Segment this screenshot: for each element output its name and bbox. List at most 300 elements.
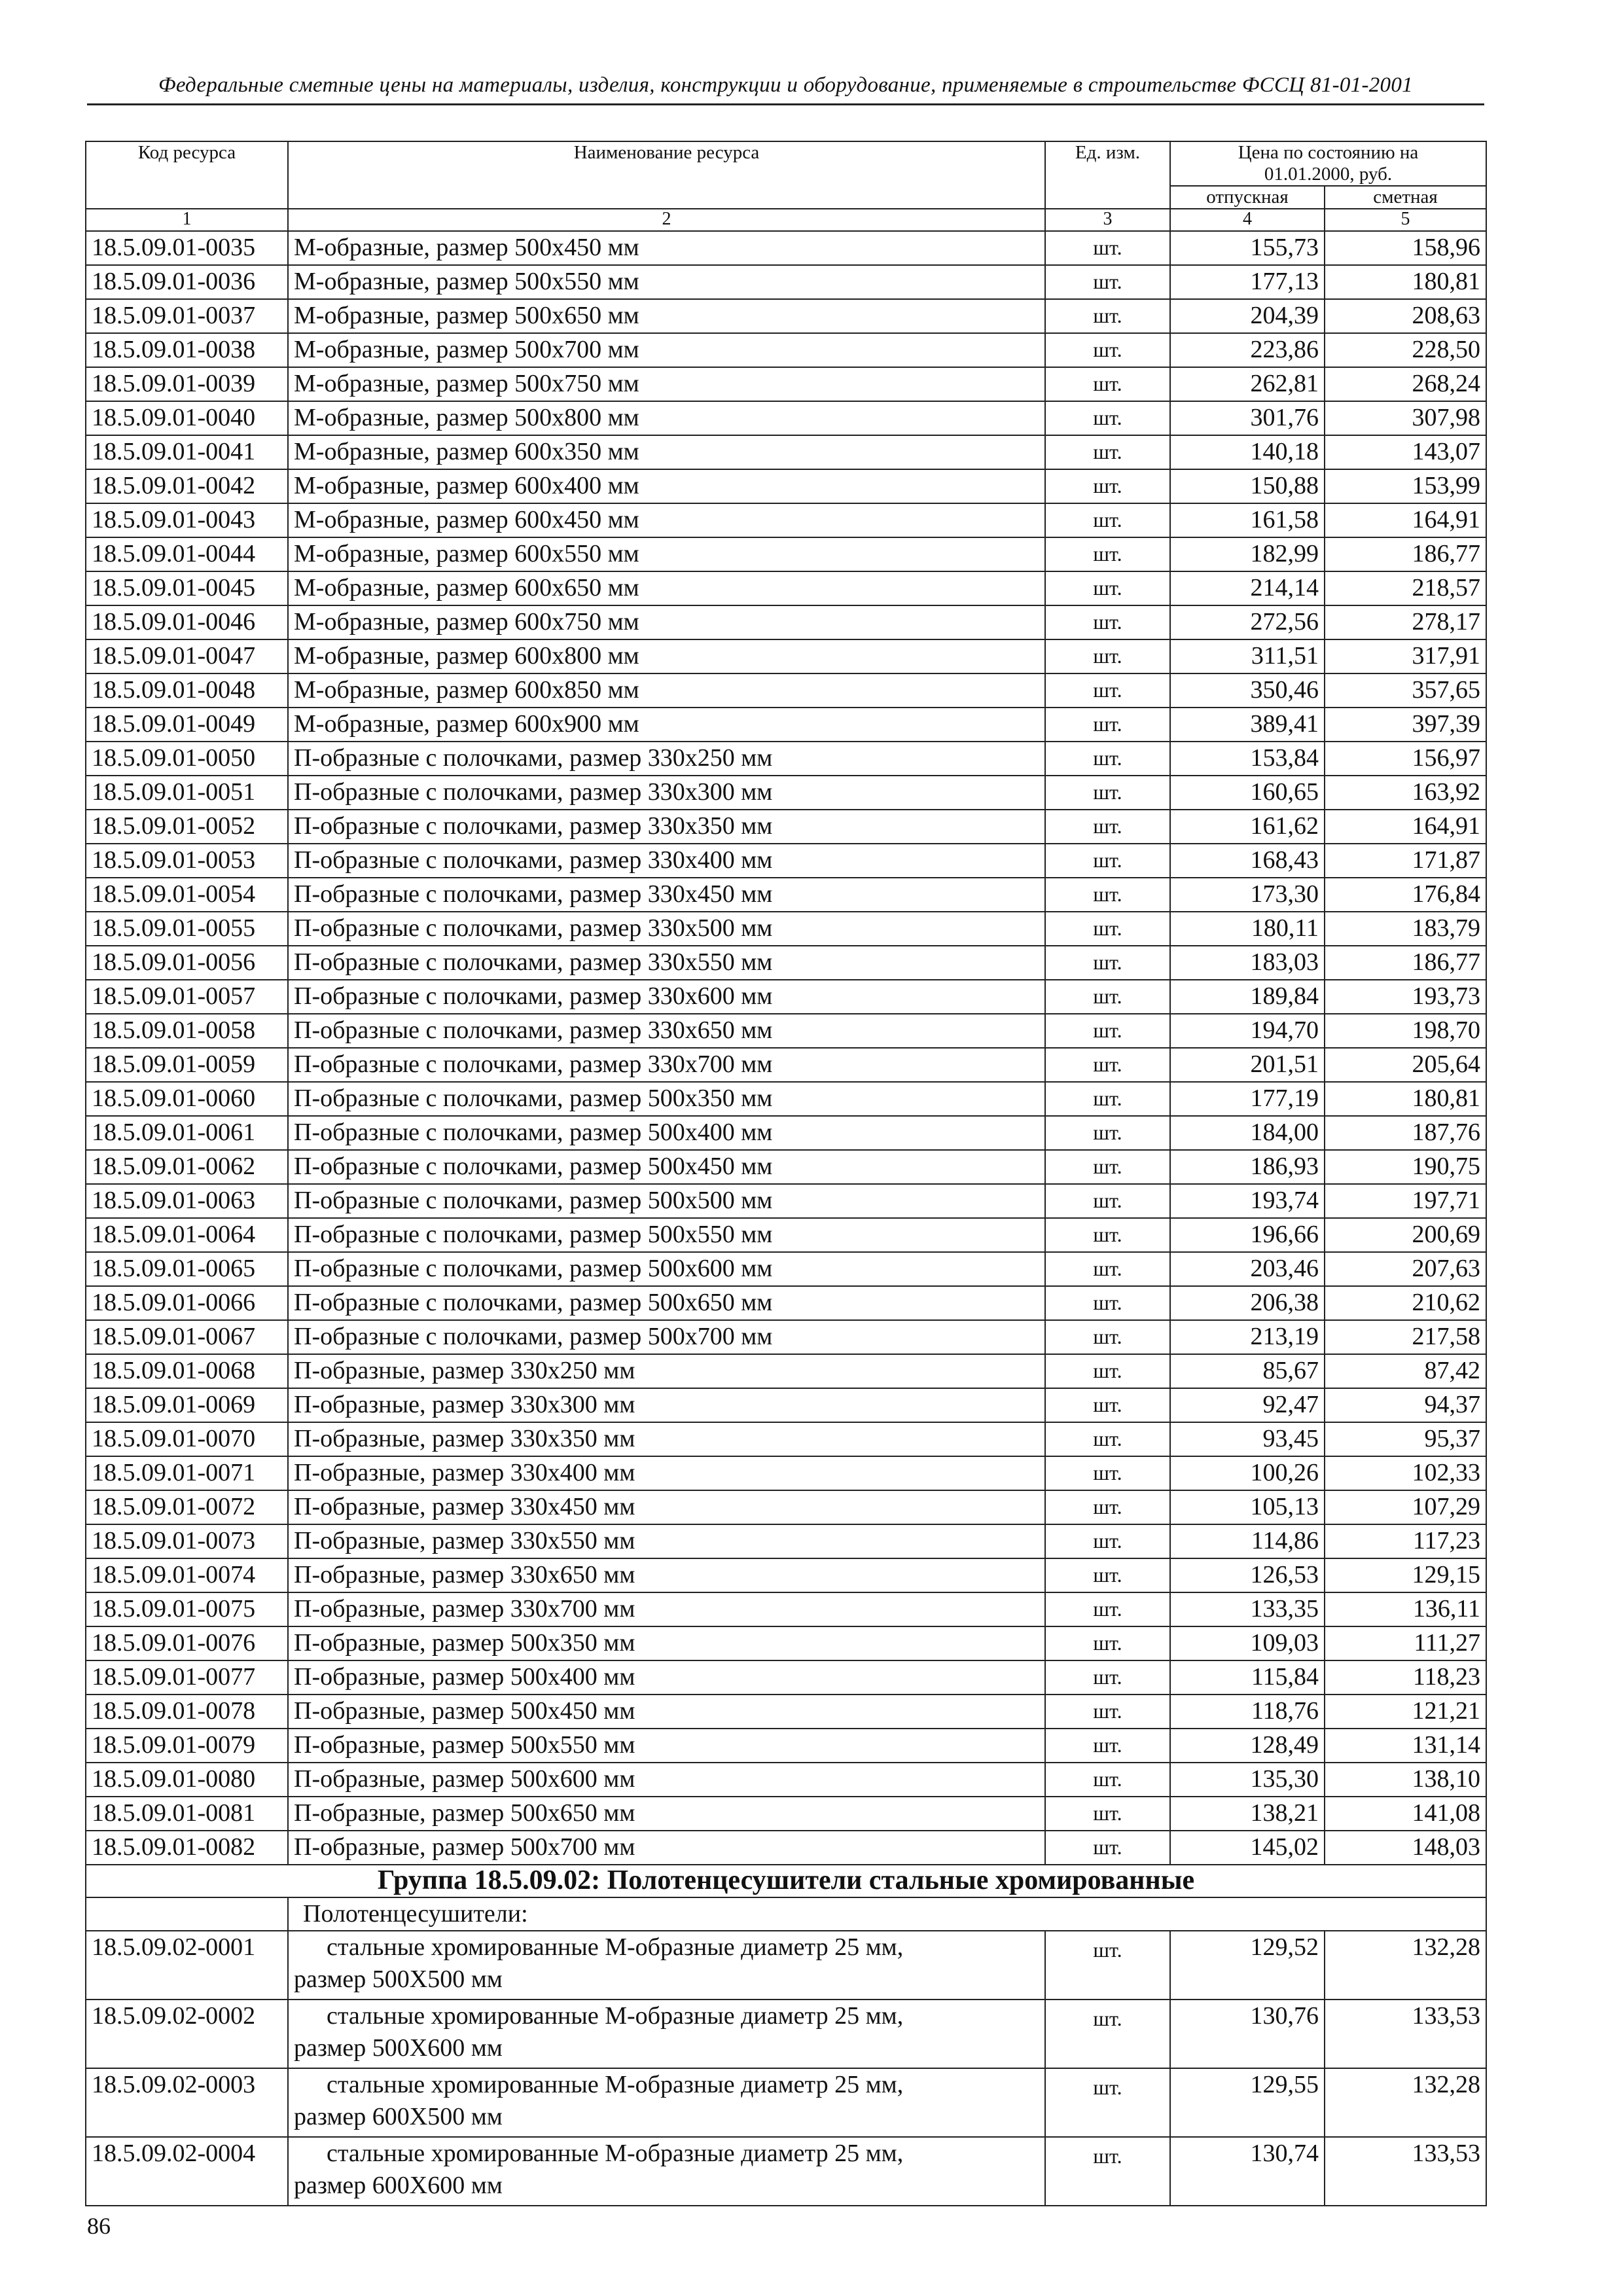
unit: шт. [1045, 946, 1170, 980]
table-row [86, 1490, 1486, 1524]
estimate-price: 397,39 [1325, 708, 1486, 742]
estimate-price: 136,11 [1325, 1592, 1486, 1626]
table-row [86, 503, 1486, 537]
unit: шт. [1045, 2068, 1170, 2137]
resource-code: 18.5.09.01-0080 [86, 1763, 288, 1797]
resource-code: 18.5.09.01-0056 [86, 946, 288, 980]
resource-name: М-образные, размер 600х550 мм [288, 537, 1045, 571]
table-row [86, 231, 1486, 265]
release-price: 100,26 [1170, 1456, 1325, 1490]
release-price: 135,30 [1170, 1763, 1325, 1797]
resource-code: 18.5.09.01-0062 [86, 1150, 288, 1184]
table-row [86, 1558, 1486, 1592]
resource-code: 18.5.09.02-0003 [86, 2068, 288, 2137]
resource-code: 18.5.09.01-0076 [86, 1626, 288, 1660]
resource-name-line2: размер 600Х500 мм [294, 2103, 503, 2130]
release-price: 182,99 [1170, 537, 1325, 571]
table-row [86, 469, 1486, 503]
unit: шт. [1045, 469, 1170, 503]
resource-code: 18.5.09.02-0004 [86, 2137, 288, 2206]
unit: шт. [1045, 299, 1170, 333]
release-price: 130,74 [1170, 2137, 1325, 2206]
release-price: 214,14 [1170, 571, 1325, 605]
col-header-name: Наименование ресурса [288, 141, 1045, 209]
estimate-price: 95,37 [1325, 1422, 1486, 1456]
resource-code: 18.5.09.01-0049 [86, 708, 288, 742]
estimate-price: 132,28 [1325, 1931, 1486, 2000]
resource-name [288, 2068, 1045, 2137]
resource-code: 18.5.09.02-0002 [86, 2000, 288, 2068]
table-row [86, 1797, 1486, 1831]
resource-name: П-образные с полочками, размер 500х700 мм [288, 1320, 1045, 1354]
estimate-price: 102,33 [1325, 1456, 1486, 1490]
unit: шт. [1045, 1558, 1170, 1592]
resource-code: 18.5.09.01-0058 [86, 1014, 288, 1048]
release-price: 109,03 [1170, 1626, 1325, 1660]
resource-code: 18.5.09.01-0036 [86, 265, 288, 299]
estimate-price: 163,92 [1325, 776, 1486, 810]
estimate-price: 190,75 [1325, 1150, 1486, 1184]
estimate-price: 132,28 [1325, 2068, 1486, 2137]
unit: шт. [1045, 1320, 1170, 1354]
resource-name: М-образные, размер 500х750 мм [288, 367, 1045, 401]
resource-name: М-образные, размер 500х550 мм [288, 265, 1045, 299]
estimate-price: 107,29 [1325, 1490, 1486, 1524]
resource-name: П-образные, размер 500х650 мм [288, 1797, 1045, 1831]
estimate-price: 357,65 [1325, 673, 1486, 708]
estimate-price: 317,91 [1325, 639, 1486, 673]
unit: шт. [1045, 1422, 1170, 1456]
release-price: 189,84 [1170, 980, 1325, 1014]
resource-name: М-образные, размер 600х450 мм [288, 503, 1045, 537]
estimate-price: 217,58 [1325, 1320, 1486, 1354]
resource-name: П-образные, размер 500х350 мм [288, 1626, 1045, 1660]
release-price: 118,76 [1170, 1695, 1325, 1729]
estimate-price: 131,14 [1325, 1729, 1486, 1763]
resource-code: 18.5.09.01-0078 [86, 1695, 288, 1729]
estimate-price: 205,64 [1325, 1048, 1486, 1082]
resource-code: 18.5.09.01-0037 [86, 299, 288, 333]
release-price: 203,46 [1170, 1252, 1325, 1286]
release-price: 161,62 [1170, 810, 1325, 844]
table-row [86, 1388, 1486, 1422]
resource-name: П-образные с полочками, размер 500х650 мм [288, 1286, 1045, 1320]
resource-code: 18.5.09.01-0060 [86, 1082, 288, 1116]
estimate-price: 148,03 [1325, 1831, 1486, 1865]
table-row [86, 265, 1486, 299]
resource-code: 18.5.09.01-0065 [86, 1252, 288, 1286]
unit: шт. [1045, 605, 1170, 639]
table-row [86, 742, 1486, 776]
estimate-price: 207,63 [1325, 1252, 1486, 1286]
table-row [86, 1150, 1486, 1184]
column-number: 4 [1170, 209, 1325, 231]
resource-code: 18.5.09.01-0071 [86, 1456, 288, 1490]
release-price: 177,13 [1170, 265, 1325, 299]
table-row [86, 980, 1486, 1014]
resource-name: П-образные, размер 500х600 мм [288, 1763, 1045, 1797]
resource-name: П-образные с полочками, размер 500х400 мм [288, 1116, 1045, 1150]
unit: шт. [1045, 537, 1170, 571]
running-header: Федеральные сметные цены на материалы, изделия, конструкции и оборудование, применяемые в строительстве ФССЦ 81-01-2001 [158, 73, 1413, 97]
unit: шт. [1045, 1082, 1170, 1116]
resource-name: П-образные, размер 330х700 мм [288, 1592, 1045, 1626]
estimate-price: 186,77 [1325, 946, 1486, 980]
release-price: 105,13 [1170, 1490, 1325, 1524]
resource-code: 18.5.09.01-0059 [86, 1048, 288, 1082]
resource-name: М-образные, размер 500х650 мм [288, 299, 1045, 333]
resource-code: 18.5.09.01-0044 [86, 537, 288, 571]
release-price: 138,21 [1170, 1797, 1325, 1831]
resource-name: М-образные, размер 600х900 мм [288, 708, 1045, 742]
unit: шт. [1045, 1763, 1170, 1797]
estimate-price: 200,69 [1325, 1218, 1486, 1252]
resource-code: 18.5.09.01-0048 [86, 673, 288, 708]
col-header-unit: Ед. изм. [1045, 141, 1170, 209]
release-price: 193,74 [1170, 1184, 1325, 1218]
release-price: 196,66 [1170, 1218, 1325, 1252]
column-number: 3 [1045, 209, 1170, 231]
release-price: 201,51 [1170, 1048, 1325, 1082]
estimate-price: 187,76 [1325, 1116, 1486, 1150]
resource-name-line1: стальные хромированные М-образные диаметр 25 мм, [327, 1933, 904, 1961]
unit: шт. [1045, 1252, 1170, 1286]
unit: шт. [1045, 401, 1170, 435]
resource-code: 18.5.09.01-0052 [86, 810, 288, 844]
resource-code: 18.5.09.01-0047 [86, 639, 288, 673]
resource-code: 18.5.09.01-0038 [86, 333, 288, 367]
release-price: 272,56 [1170, 605, 1325, 639]
estimate-price: 268,24 [1325, 367, 1486, 401]
table-row [86, 844, 1486, 878]
unit: шт. [1045, 231, 1170, 265]
resource-code: 18.5.09.01-0054 [86, 878, 288, 912]
col-header-price-line2: 01.01.2000, руб. [1264, 164, 1393, 185]
resource-name: П-образные, размер 500х550 мм [288, 1729, 1045, 1763]
col-header-estimate: сметная [1325, 186, 1486, 209]
estimate-price: 171,87 [1325, 844, 1486, 878]
subheader: Полотенцесушители: [288, 1897, 1486, 1931]
estimate-price: 228,50 [1325, 333, 1486, 367]
resource-name-line1: стальные хромированные М-образные диаметр 25 мм, [327, 2071, 904, 2098]
subheader-row [86, 1897, 1486, 1931]
estimate-price: 307,98 [1325, 401, 1486, 435]
resource-name-line2: размер 500Х600 мм [294, 2034, 503, 2062]
unit: шт. [1045, 1184, 1170, 1218]
empty-cell [86, 1897, 288, 1931]
release-price: 161,58 [1170, 503, 1325, 537]
release-price: 160,65 [1170, 776, 1325, 810]
resource-name: П-образные, размер 500х700 мм [288, 1831, 1045, 1865]
page-number: 86 [87, 2213, 111, 2239]
table-row [86, 810, 1486, 844]
unit: шт. [1045, 639, 1170, 673]
table-row [86, 401, 1486, 435]
unit: шт. [1045, 1150, 1170, 1184]
column-number: 2 [288, 209, 1045, 231]
estimate-price: 87,42 [1325, 1354, 1486, 1388]
release-price: 129,55 [1170, 2068, 1325, 2137]
release-price: 204,39 [1170, 299, 1325, 333]
estimate-price: 176,84 [1325, 878, 1486, 912]
unit: шт. [1045, 2137, 1170, 2206]
table-row [86, 1626, 1486, 1660]
resource-code: 18.5.09.01-0074 [86, 1558, 288, 1592]
resource-name: П-образные, размер 330х550 мм [288, 1524, 1045, 1558]
release-price: 389,41 [1170, 708, 1325, 742]
release-price: 350,46 [1170, 673, 1325, 708]
table-row [86, 367, 1486, 401]
table-row [86, 1048, 1486, 1082]
unit: шт. [1045, 1524, 1170, 1558]
table-row [86, 1286, 1486, 1320]
resource-name: П-образные с полочками, размер 330х600 мм [288, 980, 1045, 1014]
resource-code: 18.5.09.01-0079 [86, 1729, 288, 1763]
release-price: 180,11 [1170, 912, 1325, 946]
resource-name-line2: размер 600Х600 мм [294, 2172, 503, 2199]
resource-name: П-образные с полочками, размер 500х350 мм [288, 1082, 1045, 1116]
resource-code: 18.5.09.01-0064 [86, 1218, 288, 1252]
table-row [86, 605, 1486, 639]
release-price: 145,02 [1170, 1831, 1325, 1865]
resource-name [288, 2137, 1045, 2206]
unit: шт. [1045, 912, 1170, 946]
table-row [86, 878, 1486, 912]
resource-name: П-образные, размер 330х450 мм [288, 1490, 1045, 1524]
table-row [86, 1660, 1486, 1695]
release-price: 213,19 [1170, 1320, 1325, 1354]
column-number: 1 [86, 209, 288, 231]
unit: шт. [1045, 673, 1170, 708]
resource-name: П-образные с полочками, размер 330х300 мм [288, 776, 1045, 810]
resource-name: П-образные с полочками, размер 330х700 мм [288, 1048, 1045, 1082]
unit: шт. [1045, 1729, 1170, 1763]
resource-name: П-образные, размер 330х350 мм [288, 1422, 1045, 1456]
estimate-price: 117,23 [1325, 1524, 1486, 1558]
resource-code: 18.5.09.02-0001 [86, 1931, 288, 2000]
table-row [86, 1422, 1486, 1456]
table-row [86, 708, 1486, 742]
release-price: 223,86 [1170, 333, 1325, 367]
table-row [86, 912, 1486, 946]
release-price: 206,38 [1170, 1286, 1325, 1320]
resource-name: М-образные, размер 500х700 мм [288, 333, 1045, 367]
resource-code: 18.5.09.01-0081 [86, 1797, 288, 1831]
resource-name: П-образные, размер 330х250 мм [288, 1354, 1045, 1388]
price-table-body [86, 141, 1486, 2206]
resource-name: М-образные, размер 600х650 мм [288, 571, 1045, 605]
resource-code: 18.5.09.01-0053 [86, 844, 288, 878]
col-header-price-line1: Цена по состоянию на [1238, 142, 1419, 163]
group-title: Группа 18.5.09.02: Полотенцесушители стальные хромированные [86, 1865, 1486, 1897]
table-row [86, 1831, 1486, 1865]
resource-name: П-образные с полочками, размер 330х450 мм [288, 878, 1045, 912]
table-row [86, 2137, 1486, 2206]
column-number-row [86, 209, 1486, 231]
unit: шт. [1045, 1490, 1170, 1524]
resource-name: П-образные с полочками, размер 500х450 мм [288, 1150, 1045, 1184]
unit: шт. [1045, 1660, 1170, 1695]
resource-code: 18.5.09.01-0075 [86, 1592, 288, 1626]
resource-code: 18.5.09.01-0068 [86, 1354, 288, 1388]
col-header-price [1170, 141, 1486, 186]
resource-name: П-образные, размер 330х400 мм [288, 1456, 1045, 1490]
table-row [86, 1729, 1486, 1763]
resource-name: М-образные, размер 600х750 мм [288, 605, 1045, 639]
col-header-code: Код ресурса [86, 141, 288, 209]
resource-code: 18.5.09.01-0077 [86, 1660, 288, 1695]
release-price: 140,18 [1170, 435, 1325, 469]
unit: шт. [1045, 1116, 1170, 1150]
table-row [86, 2000, 1486, 2068]
resource-name: П-образные с полочками, размер 330х650 мм [288, 1014, 1045, 1048]
release-price: 150,88 [1170, 469, 1325, 503]
resource-code: 18.5.09.01-0070 [86, 1422, 288, 1456]
table-row [86, 1320, 1486, 1354]
estimate-price: 198,70 [1325, 1014, 1486, 1048]
resource-code: 18.5.09.01-0043 [86, 503, 288, 537]
resource-code: 18.5.09.01-0046 [86, 605, 288, 639]
release-price: 177,19 [1170, 1082, 1325, 1116]
estimate-price: 133,53 [1325, 2137, 1486, 2206]
resource-name: М-образные, размер 600х350 мм [288, 435, 1045, 469]
table-row [86, 537, 1486, 571]
group-title-row [86, 1865, 1486, 1897]
price-table [85, 141, 1487, 2206]
resource-name: П-образные, размер 330х300 мм [288, 1388, 1045, 1422]
resource-code: 18.5.09.01-0035 [86, 231, 288, 265]
estimate-price: 133,53 [1325, 2000, 1486, 2068]
resource-code: 18.5.09.01-0072 [86, 1490, 288, 1524]
col-header-release: отпускная [1170, 186, 1325, 209]
table-row [86, 1184, 1486, 1218]
resource-code: 18.5.09.01-0057 [86, 980, 288, 1014]
table-row [86, 2068, 1486, 2137]
resource-name: П-образные с полочками, размер 330х400 мм [288, 844, 1045, 878]
estimate-price: 180,81 [1325, 265, 1486, 299]
table-row [86, 299, 1486, 333]
table-row [86, 1014, 1486, 1048]
unit: шт. [1045, 1354, 1170, 1388]
estimate-price: 118,23 [1325, 1660, 1486, 1695]
release-price: 114,86 [1170, 1524, 1325, 1558]
resource-code: 18.5.09.01-0040 [86, 401, 288, 435]
estimate-price: 94,37 [1325, 1388, 1486, 1422]
column-number: 5 [1325, 209, 1486, 231]
estimate-price: 164,91 [1325, 503, 1486, 537]
estimate-price: 143,07 [1325, 435, 1486, 469]
release-price: 155,73 [1170, 231, 1325, 265]
table-row [86, 435, 1486, 469]
unit: шт. [1045, 435, 1170, 469]
release-price: 168,43 [1170, 844, 1325, 878]
resource-name: П-образные с полочками, размер 330х250 мм [288, 742, 1045, 776]
unit: шт. [1045, 810, 1170, 844]
estimate-price: 218,57 [1325, 571, 1486, 605]
resource-name: М-образные, размер 500х450 мм [288, 231, 1045, 265]
unit: шт. [1045, 1797, 1170, 1831]
unit: шт. [1045, 776, 1170, 810]
estimate-price: 193,73 [1325, 980, 1486, 1014]
table-row [86, 1763, 1486, 1797]
resource-name: П-образные с полочками, размер 500х600 мм [288, 1252, 1045, 1286]
release-price: 126,53 [1170, 1558, 1325, 1592]
table-row [86, 1116, 1486, 1150]
table-row [86, 1592, 1486, 1626]
estimate-price: 278,17 [1325, 605, 1486, 639]
table-row [86, 1524, 1486, 1558]
unit: шт. [1045, 1626, 1170, 1660]
release-price: 92,47 [1170, 1388, 1325, 1422]
estimate-price: 153,99 [1325, 469, 1486, 503]
resource-name [288, 2000, 1045, 2068]
table-row [86, 333, 1486, 367]
resource-name: П-образные, размер 500х450 мм [288, 1695, 1045, 1729]
estimate-price: 164,91 [1325, 810, 1486, 844]
resource-code: 18.5.09.01-0066 [86, 1286, 288, 1320]
resource-name-line1: стальные хромированные М-образные диаметр 25 мм, [327, 2002, 904, 2030]
resource-name: М-образные, размер 600х400 мм [288, 469, 1045, 503]
unit: шт. [1045, 571, 1170, 605]
unit: шт. [1045, 2000, 1170, 2068]
estimate-price: 141,08 [1325, 1797, 1486, 1831]
resource-name: П-образные с полочками, размер 330х500 мм [288, 912, 1045, 946]
unit: шт. [1045, 1388, 1170, 1422]
resource-code: 18.5.09.01-0055 [86, 912, 288, 946]
resource-name: М-образные, размер 600х850 мм [288, 673, 1045, 708]
resource-code: 18.5.09.01-0042 [86, 469, 288, 503]
release-price: 133,35 [1170, 1592, 1325, 1626]
estimate-price: 186,77 [1325, 537, 1486, 571]
estimate-price: 156,97 [1325, 742, 1486, 776]
table-row [86, 946, 1486, 980]
estimate-price: 197,71 [1325, 1184, 1486, 1218]
release-price: 184,00 [1170, 1116, 1325, 1150]
resource-code: 18.5.09.01-0069 [86, 1388, 288, 1422]
table-row [86, 1082, 1486, 1116]
header-row [86, 141, 1486, 186]
release-price: 115,84 [1170, 1660, 1325, 1695]
estimate-price: 138,10 [1325, 1763, 1486, 1797]
release-price: 262,81 [1170, 367, 1325, 401]
resource-name [288, 1931, 1045, 2000]
resource-name: П-образные с полочками, размер 500х550 мм [288, 1218, 1045, 1252]
table-row [86, 1695, 1486, 1729]
unit: шт. [1045, 1048, 1170, 1082]
unit: шт. [1045, 844, 1170, 878]
release-price: 311,51 [1170, 639, 1325, 673]
release-price: 186,93 [1170, 1150, 1325, 1184]
unit: шт. [1045, 1286, 1170, 1320]
release-price: 153,84 [1170, 742, 1325, 776]
table-row [86, 1456, 1486, 1490]
unit: шт. [1045, 1931, 1170, 2000]
unit: шт. [1045, 1218, 1170, 1252]
resource-name-line2: размер 500Х500 мм [294, 1965, 503, 1993]
unit: шт. [1045, 1014, 1170, 1048]
resource-code: 18.5.09.01-0051 [86, 776, 288, 810]
unit: шт. [1045, 265, 1170, 299]
estimate-price: 129,15 [1325, 1558, 1486, 1592]
resource-name: П-образные, размер 500х400 мм [288, 1660, 1045, 1695]
resource-name: П-образные с полочками, размер 330х550 мм [288, 946, 1045, 980]
release-price: 194,70 [1170, 1014, 1325, 1048]
unit: шт. [1045, 1831, 1170, 1865]
unit: шт. [1045, 980, 1170, 1014]
release-price: 173,30 [1170, 878, 1325, 912]
resource-code: 18.5.09.01-0041 [86, 435, 288, 469]
release-price: 93,45 [1170, 1422, 1325, 1456]
